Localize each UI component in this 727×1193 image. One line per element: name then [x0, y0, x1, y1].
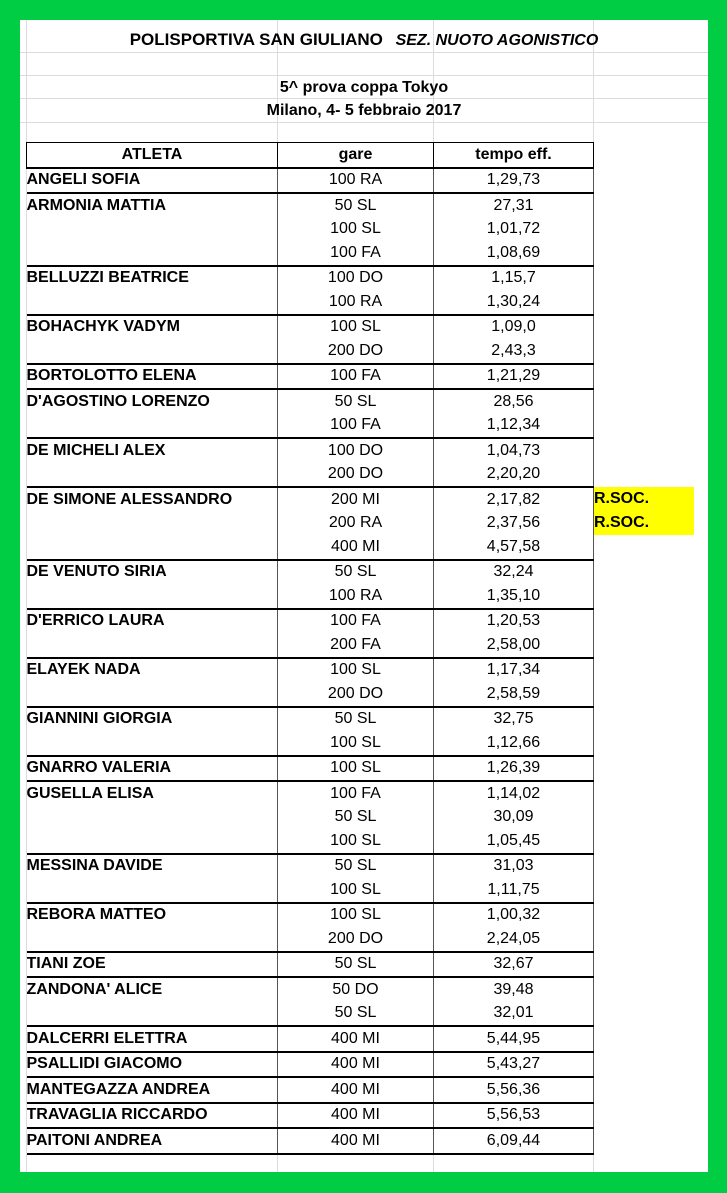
column-header-athlete: ATLETA	[27, 143, 278, 168]
race-cell: 100 SL	[278, 903, 434, 928]
table-row	[27, 781, 694, 806]
column-header-race: gare	[278, 143, 434, 168]
athlete-cell	[27, 731, 278, 756]
note-cell	[594, 878, 694, 903]
table-row	[27, 927, 694, 952]
time-cell: 1,00,32	[434, 903, 594, 928]
time-cell: 2,58,00	[434, 633, 594, 658]
athlete-cell	[27, 806, 278, 830]
note-cell	[594, 193, 694, 218]
table-row	[27, 1103, 694, 1129]
athlete-cell: ANGELI SOFIA	[27, 168, 278, 194]
race-cell: 100 FA	[278, 609, 434, 634]
race-cell: 100 RA	[278, 290, 434, 315]
note-cell	[594, 903, 694, 928]
time-cell: 1,09,0	[434, 315, 594, 340]
club-name: POLISPORTIVA SAN GIULIANO	[129, 30, 383, 49]
time-cell: 2,43,3	[434, 339, 594, 364]
grid-line	[20, 75, 708, 76]
time-cell: 1,17,34	[434, 658, 594, 683]
race-cell: 400 MI	[278, 1077, 434, 1103]
time-cell: 1,26,39	[434, 756, 594, 782]
note-cell	[594, 389, 694, 414]
time-cell: 2,37,56	[434, 512, 594, 536]
note-cell	[594, 707, 694, 732]
race-cell: 50 SL	[278, 193, 434, 218]
time-cell: 6,09,44	[434, 1128, 594, 1154]
time-cell: 5,56,36	[434, 1077, 594, 1103]
time-cell: 5,43,27	[434, 1052, 594, 1078]
table-row	[27, 952, 694, 978]
table-row	[27, 756, 694, 782]
table-row	[27, 829, 694, 854]
note-cell	[594, 731, 694, 756]
athlete-cell	[27, 414, 278, 439]
athlete-cell	[27, 584, 278, 609]
note-cell	[594, 952, 694, 978]
time-cell: 32,24	[434, 560, 594, 585]
athlete-cell: GNARRO VALERIA	[27, 756, 278, 782]
event-place-date: Milano, 4- 5 febbraio 2017	[266, 102, 462, 119]
time-cell: 2,20,20	[434, 463, 594, 488]
table-row	[27, 535, 694, 560]
time-cell: 1,01,72	[434, 218, 594, 242]
race-cell: 50 SL	[278, 806, 434, 830]
athlete-cell: DE MICHELI ALEX	[27, 438, 278, 463]
table-row	[27, 584, 694, 609]
race-cell: 50 SL	[278, 854, 434, 879]
note-cell	[594, 241, 694, 266]
table-row	[27, 1128, 694, 1154]
note-cell	[594, 535, 694, 560]
race-cell: 50 DO	[278, 977, 434, 1002]
race-cell: 50 SL	[278, 707, 434, 732]
race-cell: 100 FA	[278, 781, 434, 806]
race-cell: 200 MI	[278, 487, 434, 512]
time-cell: 1,12,66	[434, 731, 594, 756]
note-cell	[594, 1103, 694, 1129]
time-cell: 1,11,75	[434, 878, 594, 903]
table-row	[27, 707, 694, 732]
race-cell: 50 SL	[278, 1002, 434, 1027]
note-cell	[594, 339, 694, 364]
race-cell: 400 MI	[278, 1103, 434, 1129]
table-row	[27, 1002, 694, 1027]
race-cell: 400 MI	[278, 1026, 434, 1052]
note-cell	[594, 927, 694, 952]
athlete-cell: MESSINA DAVIDE	[27, 854, 278, 879]
table-row	[27, 1026, 694, 1052]
table-row	[27, 903, 694, 928]
time-cell: 1,35,10	[434, 584, 594, 609]
note-cell	[594, 977, 694, 1002]
athlete-cell: DALCERRI ELETTRA	[27, 1026, 278, 1052]
column-header-note	[594, 143, 694, 168]
time-cell: 1,14,02	[434, 781, 594, 806]
time-cell: 1,12,34	[434, 414, 594, 439]
race-cell: 100 SL	[278, 829, 434, 854]
table-row	[27, 806, 694, 830]
athlete-cell	[27, 241, 278, 266]
table-row	[27, 560, 694, 585]
race-cell: 200 DO	[278, 927, 434, 952]
athlete-cell	[27, 535, 278, 560]
athlete-cell: ARMONIA MATTIA	[27, 193, 278, 218]
athlete-cell: PAITONI ANDREA	[27, 1128, 278, 1154]
table-row	[27, 878, 694, 903]
race-cell: 200 DO	[278, 463, 434, 488]
time-cell: 2,58,59	[434, 682, 594, 707]
table-row	[27, 266, 694, 291]
athlete-cell	[27, 463, 278, 488]
athlete-cell: TIANI ZOE	[27, 952, 278, 978]
athlete-cell: GUSELLA ELISA	[27, 781, 278, 806]
race-cell: 400 MI	[278, 1128, 434, 1154]
athlete-cell	[27, 829, 278, 854]
athlete-cell	[27, 927, 278, 952]
note-cell	[594, 1128, 694, 1154]
time-cell: 2,17,82	[434, 487, 594, 512]
table-row	[27, 633, 694, 658]
race-cell: 100 FA	[278, 241, 434, 266]
time-cell: 1,15,7	[434, 266, 594, 291]
table-row	[27, 168, 694, 194]
race-cell: 200 DO	[278, 682, 434, 707]
table-row	[27, 414, 694, 439]
note-cell	[594, 658, 694, 683]
table-row	[27, 1077, 694, 1103]
time-cell: 1,20,53	[434, 609, 594, 634]
note-cell	[594, 781, 694, 806]
note-cell	[594, 560, 694, 585]
athlete-cell: BELLUZZI BEATRICE	[27, 266, 278, 291]
note-cell	[594, 364, 694, 390]
note-cell	[594, 266, 694, 291]
note-cell	[594, 218, 694, 242]
note-cell	[594, 682, 694, 707]
athlete-cell: GIANNINI GIORGIA	[27, 707, 278, 732]
athlete-cell: BOHACHYK VADYM	[27, 315, 278, 340]
athlete-cell: BORTOLOTTO ELENA	[27, 364, 278, 390]
race-cell: 100 RA	[278, 168, 434, 194]
section-name: SEZ. NUOTO AGONISTICO	[395, 32, 599, 49]
results-table	[26, 142, 694, 1155]
athlete-cell	[27, 290, 278, 315]
time-cell: 5,44,95	[434, 1026, 594, 1052]
table-row	[27, 438, 694, 463]
athlete-cell: REBORA MATTEO	[27, 903, 278, 928]
note-cell	[594, 1052, 694, 1078]
table-row	[27, 218, 694, 242]
note-cell	[594, 168, 694, 194]
race-cell: 400 MI	[278, 1052, 434, 1078]
race-cell: 200 FA	[278, 633, 434, 658]
athlete-cell	[27, 218, 278, 242]
note-cell	[594, 609, 694, 634]
athlete-cell: TRAVAGLIA RICCARDO	[27, 1103, 278, 1129]
time-cell: 4,57,58	[434, 535, 594, 560]
note-cell	[594, 633, 694, 658]
note-cell	[594, 315, 694, 340]
grid-line	[20, 52, 708, 53]
time-cell: 5,56,53	[434, 1103, 594, 1129]
table-row	[27, 731, 694, 756]
note-cell	[594, 756, 694, 782]
note-cell	[594, 1002, 694, 1027]
athlete-cell	[27, 878, 278, 903]
time-cell: 1,30,24	[434, 290, 594, 315]
note-cell	[594, 414, 694, 439]
race-cell: 100 DO	[278, 266, 434, 291]
time-cell: 32,67	[434, 952, 594, 978]
race-cell: 100 RA	[278, 584, 434, 609]
note-cell: R.SOC.	[594, 487, 694, 512]
table-row	[27, 315, 694, 340]
table-row	[27, 339, 694, 364]
athlete-cell	[27, 1002, 278, 1027]
table-row	[27, 977, 694, 1002]
time-cell: 27,31	[434, 193, 594, 218]
table-row	[27, 389, 694, 414]
race-cell: 50 SL	[278, 389, 434, 414]
race-cell: 100 SL	[278, 731, 434, 756]
note-cell	[594, 463, 694, 488]
athlete-cell: ZANDONA' ALICE	[27, 977, 278, 1002]
table-row	[27, 512, 694, 536]
grid-line	[20, 122, 708, 123]
race-cell: 100 FA	[278, 364, 434, 390]
time-cell: 32,01	[434, 1002, 594, 1027]
table-row	[27, 241, 694, 266]
note-cell	[594, 1077, 694, 1103]
race-cell: 400 MI	[278, 535, 434, 560]
time-cell: 30,09	[434, 806, 594, 830]
time-cell: 31,03	[434, 854, 594, 879]
athlete-cell	[27, 633, 278, 658]
note-cell	[594, 806, 694, 830]
race-cell: 50 SL	[278, 560, 434, 585]
note-cell	[594, 1026, 694, 1052]
note-cell	[594, 854, 694, 879]
spreadsheet-sheet	[20, 20, 708, 1172]
athlete-cell	[27, 339, 278, 364]
table-row	[27, 487, 694, 512]
time-cell: 28,56	[434, 389, 594, 414]
race-cell: 100 SL	[278, 756, 434, 782]
race-cell: 200 DO	[278, 339, 434, 364]
time-cell: 32,75	[434, 707, 594, 732]
note-cell	[594, 290, 694, 315]
time-cell: 2,24,05	[434, 927, 594, 952]
table-row	[27, 682, 694, 707]
athlete-cell: ELAYEK NADA	[27, 658, 278, 683]
table-row	[27, 463, 694, 488]
race-cell: 100 SL	[278, 658, 434, 683]
race-cell: 100 SL	[278, 218, 434, 242]
event-name: 5^ prova coppa Tokyo	[279, 79, 449, 96]
athlete-cell: D'AGOSTINO LORENZO	[27, 389, 278, 414]
time-cell: 1,08,69	[434, 241, 594, 266]
race-cell: 50 SL	[278, 952, 434, 978]
athlete-cell: D'ERRICO LAURA	[27, 609, 278, 634]
time-cell: 1,04,73	[434, 438, 594, 463]
race-cell: 100 SL	[278, 315, 434, 340]
time-cell: 39,48	[434, 977, 594, 1002]
column-header-time: tempo eff.	[434, 143, 594, 168]
race-cell: 200 RA	[278, 512, 434, 536]
time-cell: 1,05,45	[434, 829, 594, 854]
athlete-cell: PSALLIDI GIACOMO	[27, 1052, 278, 1078]
table-row	[27, 658, 694, 683]
race-cell: 100 DO	[278, 438, 434, 463]
time-cell: 1,29,73	[434, 168, 594, 194]
athlete-cell: DE VENUTO SIRIA	[27, 560, 278, 585]
athlete-cell	[27, 682, 278, 707]
table-row	[27, 609, 694, 634]
time-cell: 1,21,29	[434, 364, 594, 390]
athlete-cell: MANTEGAZZA ANDREA	[27, 1077, 278, 1103]
header-row	[27, 143, 694, 168]
race-cell: 100 SL	[278, 878, 434, 903]
note-cell: R.SOC.	[594, 512, 694, 536]
table-row	[27, 1052, 694, 1078]
page-title	[20, 28, 708, 52]
table-row	[27, 290, 694, 315]
table-row	[27, 854, 694, 879]
note-cell	[594, 438, 694, 463]
note-cell	[594, 829, 694, 854]
athlete-cell: DE SIMONE ALESSANDRO	[27, 487, 278, 512]
race-cell: 100 FA	[278, 414, 434, 439]
athlete-cell	[27, 512, 278, 536]
note-cell	[594, 584, 694, 609]
table-row	[27, 193, 694, 218]
table-row	[27, 364, 694, 390]
